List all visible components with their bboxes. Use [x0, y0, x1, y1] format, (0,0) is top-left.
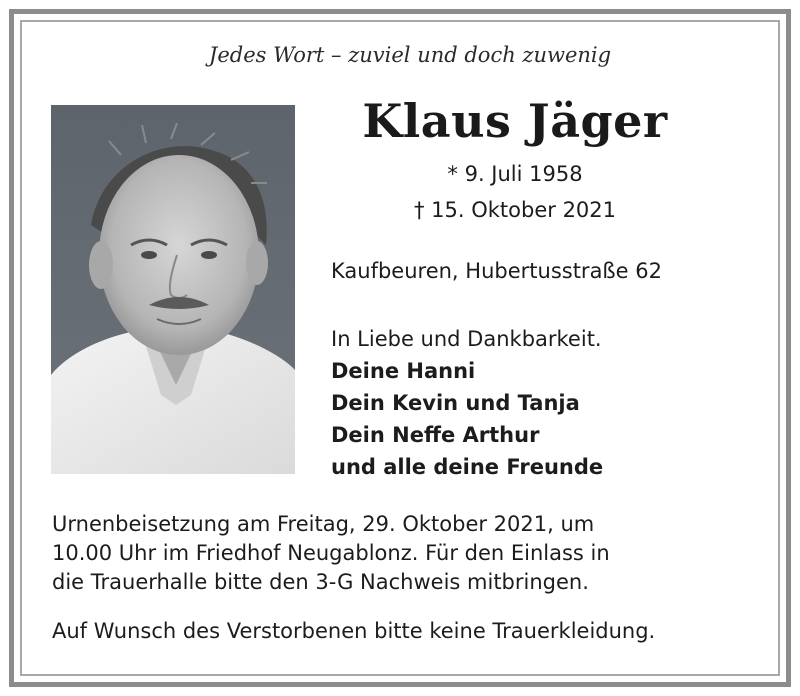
death-date: † 15. Oktober 2021	[413, 198, 617, 222]
mourner-line: Deine Hanni	[331, 359, 476, 383]
thanks-line: In Liebe und Dankbarkeit.	[331, 327, 602, 351]
mourner-line: Dein Kevin und Tanja	[331, 391, 580, 415]
dress-wish: Auf Wunsch des Verstorbenen bitte keine Trauerkleidung.	[52, 619, 656, 643]
portrait-photo	[51, 105, 295, 474]
burial-line: die Trauerhalle bitte den 3-G Nachweis mitbringen.	[52, 570, 589, 594]
burial-line: Urnenbeisetzung am Freitag, 29. Oktober 2021, um	[52, 512, 595, 536]
mourners-block	[331, 323, 603, 483]
mourner-line: und alle deine Freunde	[331, 455, 604, 479]
mourner-line: Dein Neffe Arthur	[331, 423, 540, 447]
burial-line: 10.00 Uhr im Friedhof Neugablonz. Für den Einlass in	[52, 541, 610, 565]
deceased-name: Klaus Jäger	[362, 94, 668, 148]
burial-notice	[52, 510, 772, 597]
address: Kaufbeuren, Hubertusstraße 62	[331, 259, 662, 283]
birth-date: * 9. Juli 1958	[447, 162, 583, 186]
motto: Jedes Wort – zuviel und doch zuwenig	[208, 43, 612, 67]
